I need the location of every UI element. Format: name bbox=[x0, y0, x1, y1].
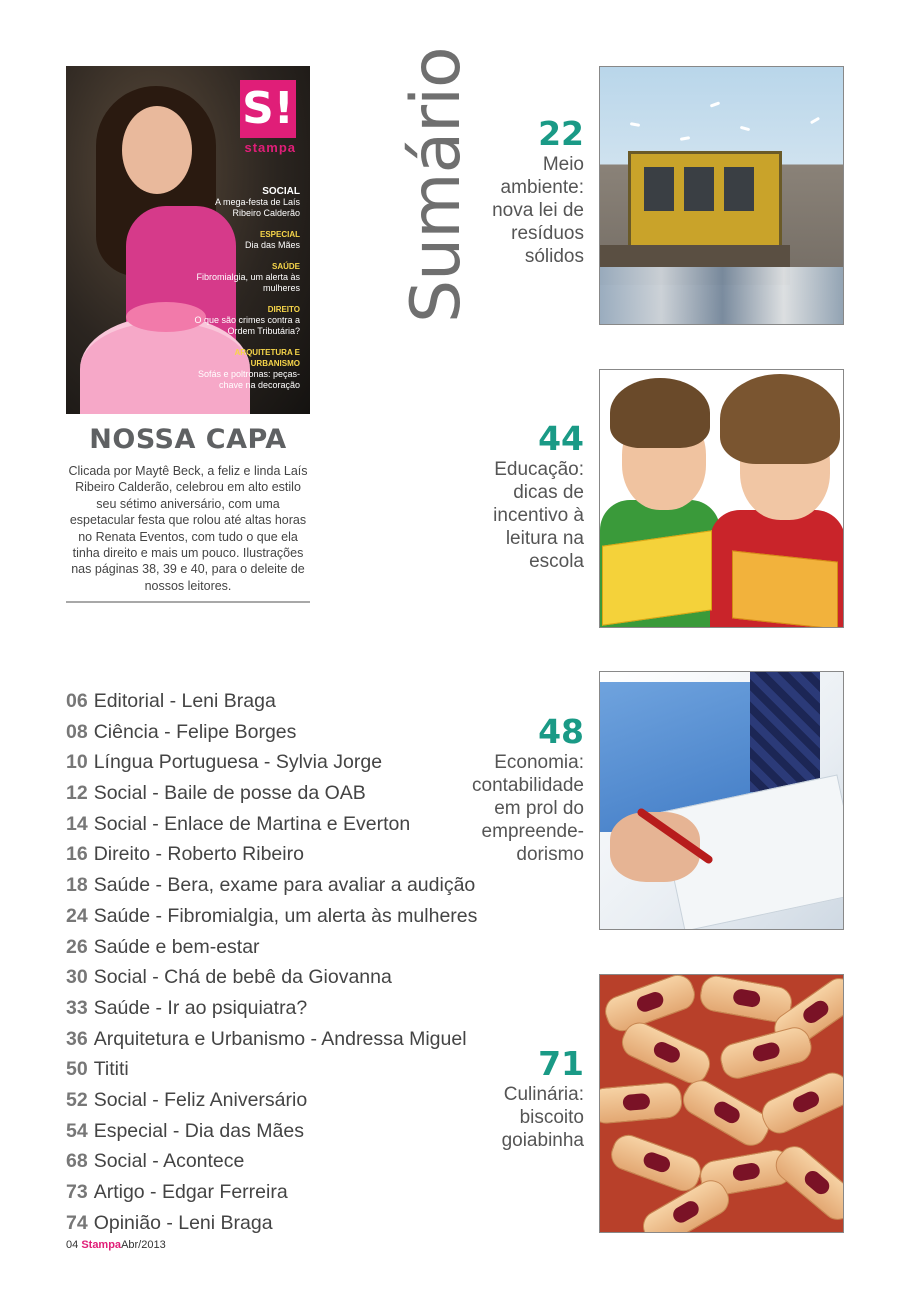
toc-title: Social - Feliz Aniversário bbox=[93, 1088, 308, 1111]
feature-line: Economia: bbox=[494, 752, 584, 773]
feature-line: biscoito bbox=[519, 1107, 584, 1128]
cover-blurb bbox=[190, 347, 300, 391]
toc-page-number: 74 bbox=[66, 1211, 88, 1234]
toc-item[interactable] bbox=[66, 1116, 586, 1147]
page-title bbox=[363, 47, 513, 323]
cover-image bbox=[66, 66, 310, 414]
cover-blurb-heading: DIREITO bbox=[267, 305, 300, 314]
table-of-contents bbox=[66, 686, 586, 1238]
cover-blurb-heading: ESPECIAL bbox=[259, 230, 300, 239]
feature-line: escola bbox=[529, 551, 584, 572]
toc-page-number: 10 bbox=[66, 751, 88, 774]
toc-item[interactable] bbox=[66, 1177, 586, 1208]
toc-title: Direito - Roberto Ribeiro bbox=[93, 843, 304, 866]
bulldozer-window bbox=[644, 167, 674, 211]
feature-line: incentivo à bbox=[493, 505, 584, 526]
feature-line: empreende- bbox=[481, 821, 584, 842]
footer-date: Abr/2013 bbox=[121, 1239, 166, 1251]
page-title-text: Sumário bbox=[397, 47, 476, 323]
feature-line: dicas de bbox=[513, 482, 584, 503]
toc-page-number: 18 bbox=[66, 874, 88, 897]
nossa-capa-title: NOSSA CAPA bbox=[89, 424, 287, 455]
toc-title: Artigo - Edgar Ferreira bbox=[93, 1181, 288, 1203]
footer-brand: Stampa bbox=[81, 1239, 122, 1251]
feature-line: Educação: bbox=[494, 459, 584, 480]
cookie bbox=[677, 1074, 775, 1151]
cover-blurb-text: Sofás e poltronas: peças-chave na decoração bbox=[197, 369, 300, 390]
feature-line: sólidos bbox=[524, 246, 584, 267]
toc-title: Saúde e bem-estar bbox=[93, 935, 260, 958]
toc-item[interactable] bbox=[66, 839, 586, 870]
cookie bbox=[757, 1067, 844, 1139]
feature-page-number: 22 bbox=[538, 114, 584, 153]
feature-block[interactable] bbox=[492, 114, 584, 268]
toc-item[interactable] bbox=[66, 901, 586, 932]
toc-page-number: 30 bbox=[66, 966, 88, 989]
nossa-capa-text: Clicada por Maytê Beck, a feliz e linda Laís Ribeiro Calderão, celebrou em alto estilo seu sétimo aniversário, com uma espetacular festa que rolou até altas horas no Renata Eventos, com tudo o que ela tinha direito e mais um pouco. Ilustrações nas páginas 38, 39 e 40, para o deleite de nossos leitores. bbox=[68, 464, 308, 593]
toc-page-number: 52 bbox=[66, 1088, 88, 1111]
feature-photo-landfill[interactable] bbox=[599, 66, 844, 325]
bird-icon bbox=[740, 126, 750, 131]
toc-item[interactable] bbox=[66, 1208, 586, 1239]
toc-item[interactable] bbox=[66, 932, 586, 963]
feature-page-number: 44 bbox=[538, 419, 584, 458]
cookie bbox=[607, 1130, 706, 1195]
cover-girl-face bbox=[122, 106, 192, 194]
cover-blurb-text: O que são crimes contra a Ordem Tributária? bbox=[194, 315, 300, 336]
feature-photo-accounting[interactable] bbox=[599, 671, 844, 930]
cover-blurb-text: Fibromialgia, um alerta às mulheres bbox=[196, 272, 300, 293]
toc-title: Ciência - Felipe Borges bbox=[93, 720, 297, 743]
toc-page-number: 26 bbox=[66, 935, 88, 958]
boy-hair bbox=[610, 378, 710, 448]
bulldozer-window bbox=[684, 167, 714, 211]
toc-page-number: 24 bbox=[66, 904, 88, 927]
feature-line: contabilidade bbox=[472, 775, 584, 796]
nossa-capa-divider bbox=[66, 601, 310, 603]
toc-page-number: 54 bbox=[66, 1119, 88, 1142]
cover-blurb-text: Dia das Mães bbox=[244, 240, 300, 250]
toc-title: Tititi bbox=[93, 1058, 129, 1081]
toc-title: Língua Portuguesa - Sylvia Jorge bbox=[93, 751, 383, 774]
bulldozer-window bbox=[724, 167, 754, 211]
toc-item[interactable] bbox=[66, 1146, 586, 1177]
toc-page-number: 50 bbox=[66, 1058, 88, 1081]
toc-item[interactable] bbox=[66, 1054, 586, 1085]
feature-block[interactable] bbox=[493, 419, 584, 573]
cover-blurb-heading: SAÚDE bbox=[271, 262, 300, 271]
toc-item[interactable] bbox=[66, 870, 586, 901]
cover-blurb-heading: ARQUITETURA E URBANISMO bbox=[234, 348, 300, 368]
toc-page-number: 14 bbox=[66, 812, 88, 835]
toc-page-number: 73 bbox=[66, 1181, 88, 1203]
footer-page-number: 04 bbox=[66, 1239, 79, 1251]
cover-blurb bbox=[190, 229, 300, 251]
cover-blurb bbox=[190, 304, 300, 337]
feature-line: leitura na bbox=[505, 528, 584, 549]
toc-item[interactable] bbox=[66, 747, 586, 778]
cookie bbox=[599, 1081, 683, 1125]
toc-title: Saúde - Fibromialgia, um alerta às mulheres bbox=[93, 904, 478, 927]
bird-icon bbox=[810, 117, 820, 125]
toc-title: Saúde - Ir ao psiquiatra? bbox=[93, 996, 308, 1019]
feature-line: goiabinha bbox=[501, 1130, 584, 1151]
cover-logo-word: stampa bbox=[244, 140, 296, 155]
cover-blurb bbox=[190, 186, 300, 219]
toc-title: Social - Baile de posse da OAB bbox=[93, 782, 366, 805]
toc-page-number: 33 bbox=[66, 996, 88, 1019]
toc-page-number: 12 bbox=[66, 782, 88, 805]
cover-blurb-heading: SOCIAL bbox=[262, 186, 300, 197]
feature-page-number: 71 bbox=[538, 1044, 584, 1083]
trash-pile bbox=[600, 267, 844, 325]
toc-item[interactable] bbox=[66, 778, 586, 809]
book-icon bbox=[602, 530, 712, 625]
feature-line: em prol do bbox=[494, 798, 584, 819]
feature-photo-kids-reading[interactable] bbox=[599, 369, 844, 628]
toc-item[interactable] bbox=[66, 712, 586, 751]
cover-blurbs bbox=[190, 186, 300, 401]
toc-title: Social - Enlace de Martina e Everton bbox=[93, 812, 411, 835]
toc-item[interactable] bbox=[66, 993, 586, 1024]
toc-title: Opinião - Leni Braga bbox=[93, 1211, 273, 1234]
toc-title: Arquitetura e Urbanismo - Andressa Miguel bbox=[93, 1027, 467, 1050]
toc-page-number: 08 bbox=[66, 720, 88, 743]
boy-hair bbox=[720, 374, 840, 464]
toc-page-number: 36 bbox=[66, 1027, 88, 1050]
toc-page-number: 16 bbox=[66, 843, 88, 866]
bird-icon bbox=[710, 101, 720, 107]
feature-line: dorismo bbox=[516, 844, 584, 865]
toc-title: Editorial - Leni Braga bbox=[93, 690, 276, 712]
page-footer bbox=[66, 1239, 166, 1251]
toc-title: Social - Chá de bebê da Giovanna bbox=[93, 966, 392, 989]
cover-logo: S! bbox=[240, 80, 296, 138]
feature-line: Culinária: bbox=[503, 1084, 584, 1105]
feature-text bbox=[493, 458, 584, 573]
toc-title: Social - Acontece bbox=[93, 1150, 245, 1173]
feature-line: Meio bbox=[542, 154, 584, 175]
feature-line: nova lei de bbox=[492, 200, 584, 221]
book-icon bbox=[732, 550, 838, 628]
feature-text bbox=[492, 153, 584, 268]
bird-icon bbox=[680, 136, 690, 141]
cover-blurb-text: A mega-festa de Laís Ribeiro Calderão bbox=[214, 197, 300, 218]
necktie bbox=[750, 672, 820, 792]
cookie bbox=[617, 1017, 716, 1089]
feature-photo-cookies[interactable] bbox=[599, 974, 844, 1233]
toc-item[interactable] bbox=[66, 686, 586, 717]
cover-blurb bbox=[190, 261, 300, 294]
toc-item[interactable] bbox=[66, 1024, 586, 1055]
toc-item[interactable] bbox=[66, 962, 586, 993]
toc-item[interactable] bbox=[66, 1085, 586, 1116]
feature-line: ambiente: bbox=[500, 177, 584, 198]
toc-item[interactable] bbox=[66, 809, 586, 840]
cookie bbox=[717, 1024, 815, 1083]
feature-line: resíduos bbox=[511, 223, 584, 244]
bird-icon bbox=[630, 122, 640, 127]
toc-page-number: 68 bbox=[66, 1150, 88, 1173]
toc-page-number: 06 bbox=[66, 690, 88, 712]
feature-page-number: 48 bbox=[538, 712, 584, 751]
toc-title: Saúde - Bera, exame para avaliar a audição bbox=[93, 874, 476, 897]
toc-title: Especial - Dia das Mães bbox=[93, 1119, 304, 1142]
